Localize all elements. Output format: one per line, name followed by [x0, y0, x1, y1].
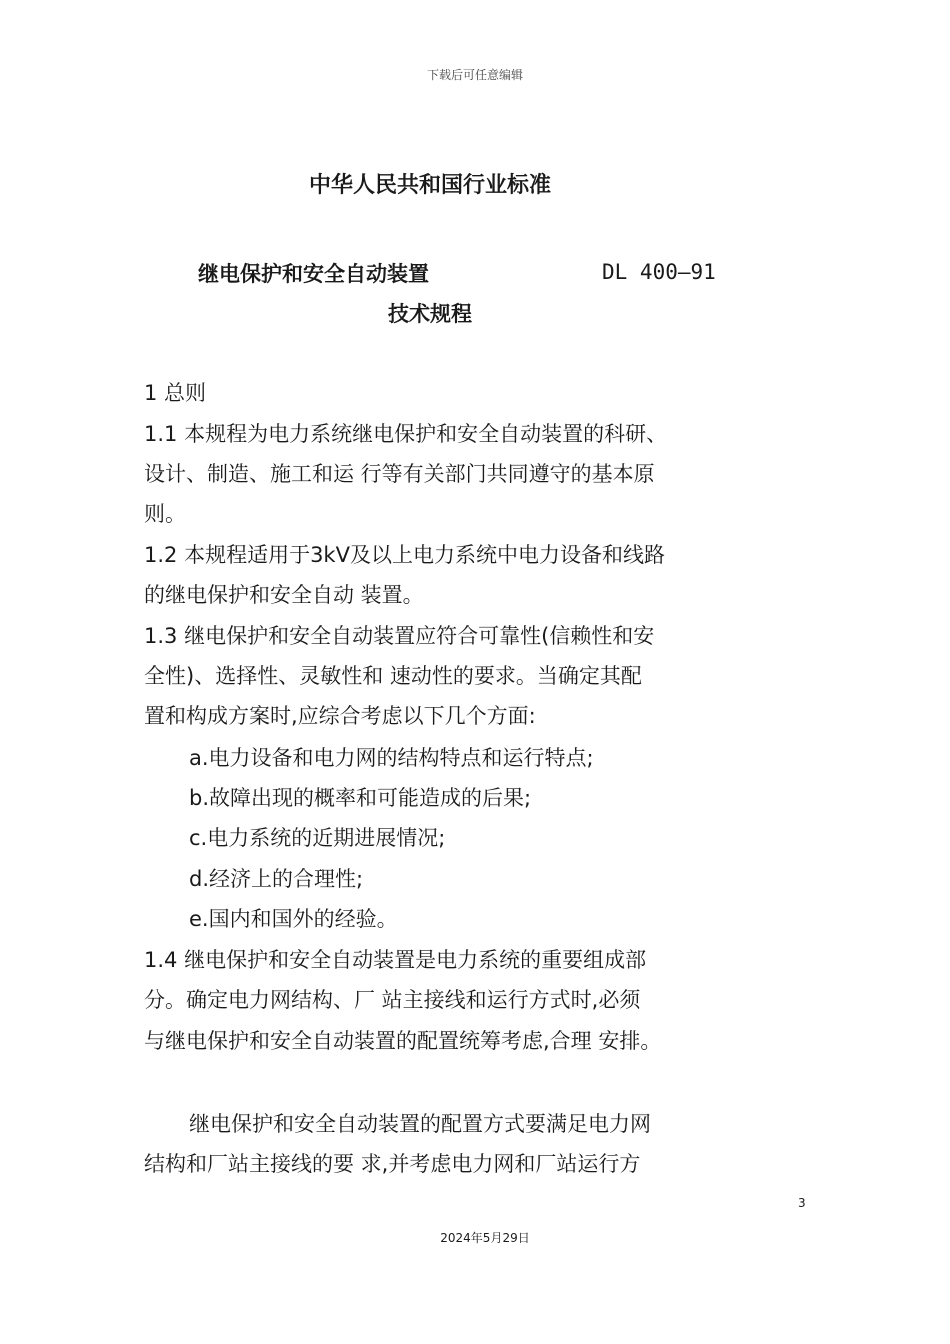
para-1-2-line: 的继电保护和安全自动 装置。 — [144, 583, 424, 607]
doc-code: DL 400—91 — [602, 260, 716, 284]
para-1-3-line: 置和构成方案时,应综合考虑以下几个方面: — [144, 704, 536, 728]
footer-date: 2024年5月29日 — [440, 1231, 530, 1245]
para-1-2-line: 1.2 本规程适用于3kV及以上电力系统中电力设备和线路 — [144, 543, 665, 567]
para-1-1-line: 则。 — [144, 502, 186, 526]
para-1-1-line: 设计、制造、施工和运 行等有关部门共同遵守的基本原 — [144, 462, 655, 486]
header-note: 下载后可任意编辑 — [426, 68, 523, 82]
list-item: b.故障出现的概率和可能造成的后果; — [189, 786, 532, 810]
para-extra-line: 结构和厂站主接线的要 求,并考虑电力网和厂站运行方 — [144, 1152, 641, 1176]
doc-title-line-1: 继电保护和安全自动装置 — [198, 262, 429, 286]
para-1-4-line: 1.4 继电保护和安全自动装置是电力系统的重要组成部 — [144, 948, 647, 972]
list-item: a.电力设备和电力网的结构特点和运行特点; — [189, 746, 594, 770]
para-1-1-line: 1.1 本规程为电力系统继电保护和安全自动装置的科研、 — [144, 422, 668, 446]
list-item: e.国内和国外的经验。 — [189, 907, 398, 931]
para-extra-line: 继电保护和安全自动装置的配置方式要满足电力网 — [189, 1112, 651, 1136]
para-1-3-line: 全性)、选择性、灵敏性和 速动性的要求。当确定其配 — [144, 664, 642, 688]
para-1-3-line: 1.3 继电保护和安全自动装置应符合可靠性(信赖性和安 — [144, 624, 655, 648]
para-1-4-line: 与继电保护和安全自动装置的配置统筹考虑,合理 安排。 — [144, 1029, 662, 1053]
doc-title-line-2: 技术规程 — [388, 302, 472, 326]
para-1-4-line: 分。确定电力网结构、厂 站主接线和运行方式时,必须 — [144, 988, 641, 1012]
section-heading: 1 总则 — [144, 381, 207, 405]
standard-title: 中华人民共和国行业标准 — [308, 173, 551, 198]
page-number: 3 — [798, 1196, 806, 1210]
list-item: d.经济上的合理性; — [189, 867, 364, 891]
list-item: c.电力系统的近期进展情况; — [189, 826, 446, 850]
